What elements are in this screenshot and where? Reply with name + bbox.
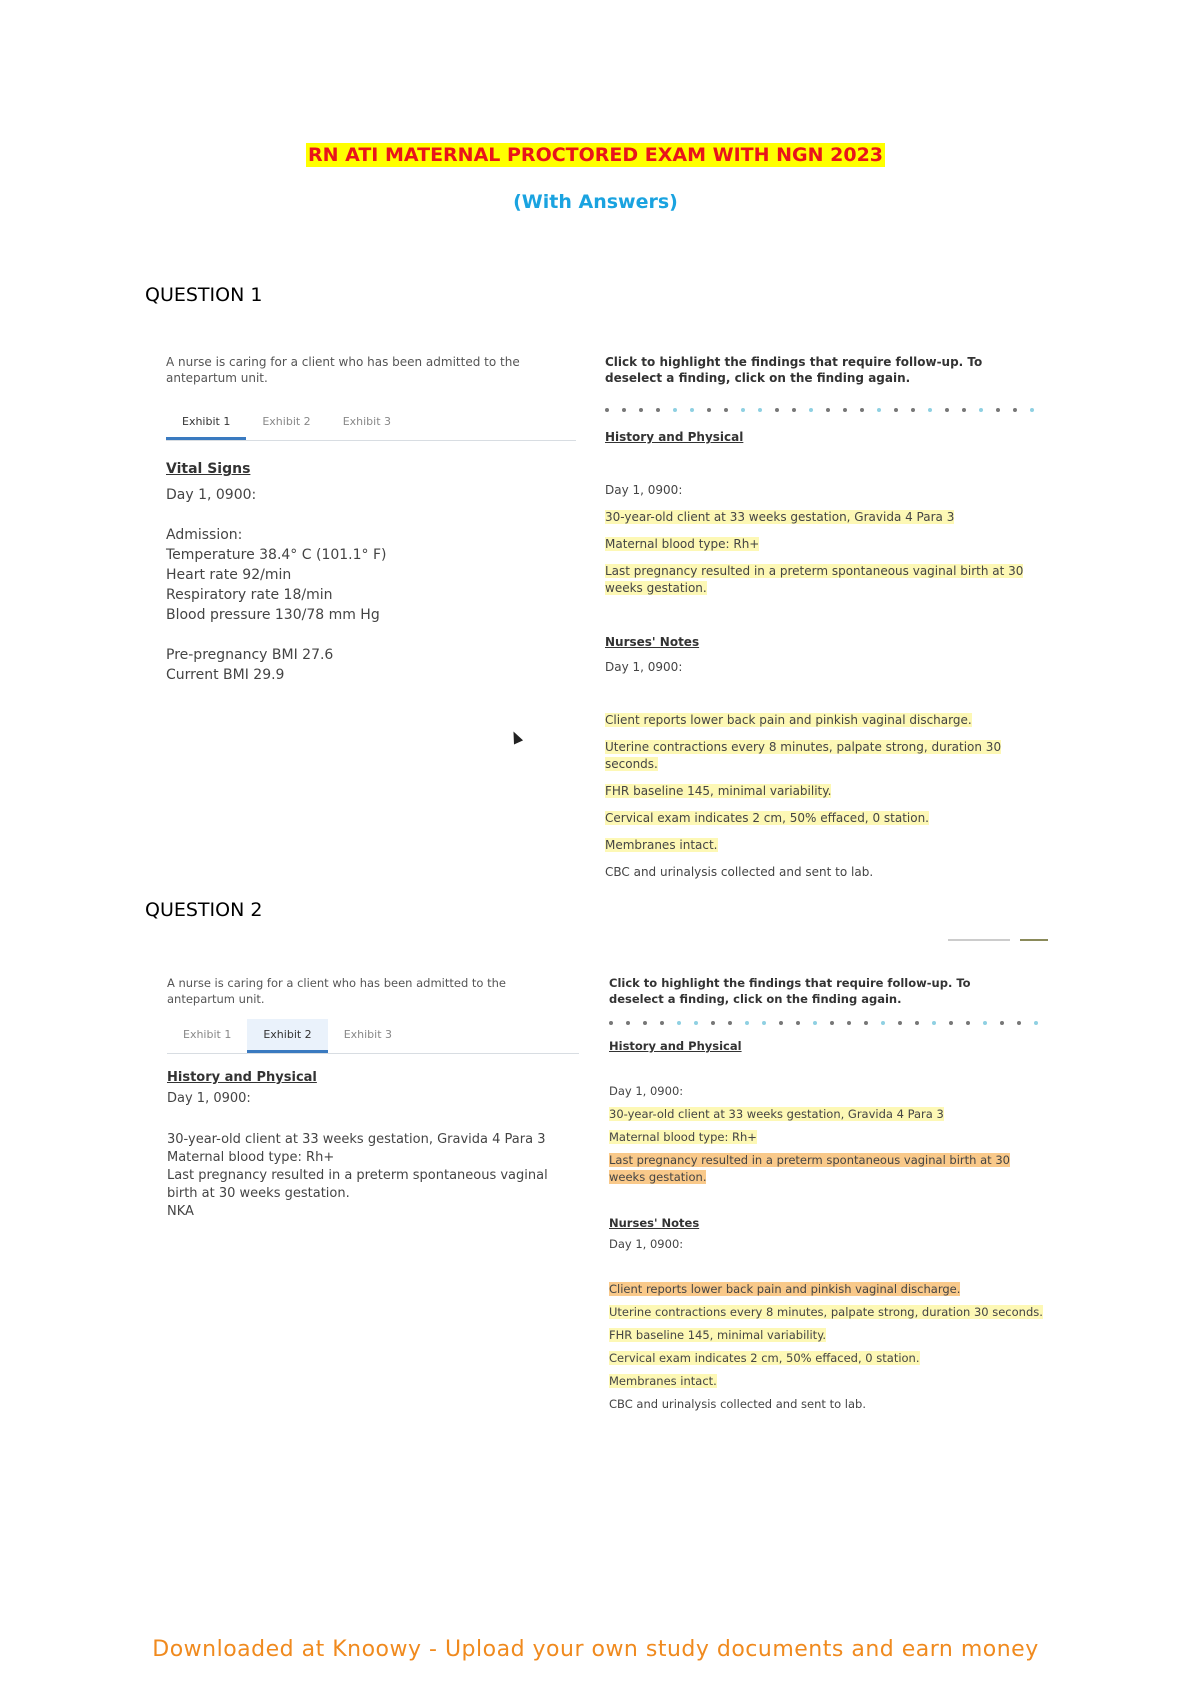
q1-exhibit-tabs — [166, 406, 576, 441]
divider-dot — [711, 1021, 715, 1025]
divider-dot — [915, 1021, 919, 1025]
divider-dot — [996, 408, 1000, 412]
q2-exhibit-tabs — [167, 1019, 579, 1054]
divider-dot — [605, 408, 609, 412]
q1-vital-heart-rate: Heart rate 92/min — [166, 567, 292, 583]
q2-notes-day: Day 1, 0900: — [609, 1237, 684, 1251]
divider-dot — [813, 1021, 817, 1025]
divider-dot — [894, 408, 898, 412]
q2-instruction: Click to highlight the findings that require follow-up. To deselect a finding, click on the finding again. — [609, 976, 971, 1006]
footer-watermark: Downloaded at Knoowy - Upload your own study documents and earn money — [152, 1637, 1039, 1662]
divider-dot — [1034, 1021, 1038, 1025]
divider-dot — [673, 408, 677, 412]
q1-hp-day: Day 1, 0900: — [605, 483, 683, 497]
divider-dot — [847, 1021, 851, 1025]
divider-dot — [758, 408, 762, 412]
q1-vital-blood-pressure: Blood pressure 130/78 mm Hg — [166, 607, 380, 623]
divider-dot — [622, 408, 626, 412]
divider-dot — [707, 408, 711, 412]
q2-divider-dots — [609, 1021, 1059, 1025]
q1-hp-finding-blood-type[interactable]: Maternal blood type: Rh+ — [605, 537, 760, 551]
divider-dot — [966, 1021, 970, 1025]
q2-note-back-pain[interactable]: Client reports lower back pain and pinkish vaginal discharge. — [609, 1282, 961, 1296]
q1-vital-temperature: Temperature 38.4° C (101.1° F) — [166, 547, 387, 563]
q2-hp-finding-age[interactable]: 30-year-old client at 33 weeks gestation, Gravida 4 Para 3 — [609, 1107, 944, 1121]
q1-tab-exhibit-1[interactable]: Exhibit 1 — [166, 406, 246, 440]
q1-tab-exhibit-2[interactable]: Exhibit 2 — [262, 415, 311, 428]
q1-day: Day 1, 0900: — [166, 487, 257, 503]
q2-line-blood-type: Maternal blood type: Rh+ — [167, 1150, 335, 1165]
q2-exhibit-panel — [167, 975, 582, 1221]
q2-line-age: 30-year-old client at 33 weeks gestation, Gravida 4 Para 3 — [167, 1132, 546, 1147]
divider-dot — [728, 1021, 732, 1025]
divider-dot — [1030, 408, 1034, 412]
divider-dot — [949, 1021, 953, 1025]
document-subtitle: (With Answers) — [513, 191, 678, 213]
q2-notes-title: Nurses' Notes — [609, 1216, 700, 1230]
divider-dot — [881, 1021, 885, 1025]
divider-dot — [1000, 1021, 1004, 1025]
q2-line-nka: NKA — [167, 1204, 194, 1219]
divider-dot — [877, 408, 881, 412]
q2-note-cbc[interactable]: CBC and urinalysis collected and sent to lab. — [609, 1397, 866, 1411]
q2-tab-exhibit-2[interactable]: Exhibit 2 — [247, 1019, 327, 1053]
mouse-cursor-icon — [509, 729, 523, 744]
divider-dot — [775, 408, 779, 412]
q1-note-membranes[interactable]: Membranes intact. — [605, 838, 718, 852]
divider-dot — [809, 408, 813, 412]
divider-dot — [609, 1021, 613, 1025]
divider-dot — [864, 1021, 868, 1025]
q2-note-fhr[interactable]: FHR baseline 145, minimal variability. — [609, 1328, 827, 1342]
q2-hp-title: History and Physical — [609, 1039, 742, 1053]
q2-tab-exhibit-3[interactable]: Exhibit 3 — [343, 1028, 393, 1041]
divider-dot — [796, 1021, 800, 1025]
divider-dot — [741, 408, 745, 412]
q1-vital-respiratory-rate: Respiratory rate 18/min — [166, 587, 333, 603]
question-2-heading: QUESTION 2 — [145, 899, 263, 921]
q2-intro: A nurse is caring for a client who has been admitted to the antepartum unit. — [167, 976, 506, 1006]
q1-hp-finding-age[interactable]: 30-year-old client at 33 weeks gestation, Gravida 4 Para 3 — [605, 510, 955, 524]
q1-note-cbc[interactable]: CBC and urinalysis collected and sent to lab. — [605, 865, 874, 879]
question-1-heading: QUESTION 1 — [145, 284, 263, 306]
document-title: RN ATI MATERNAL PROCTORED EXAM WITH NGN 2023 — [307, 144, 884, 166]
divider-dot — [1017, 1021, 1021, 1025]
divider-dot — [643, 1021, 647, 1025]
divider-dot — [932, 1021, 936, 1025]
q2-scroll-thumb — [1020, 939, 1048, 941]
q2-hp-day: Day 1, 0900: — [609, 1084, 684, 1098]
q2-note-membranes[interactable]: Membranes intact. — [609, 1374, 717, 1388]
q1-tab-exhibit-3[interactable]: Exhibit 3 — [342, 415, 392, 428]
q2-tab-exhibit-1[interactable]: Exhibit 1 — [183, 1028, 232, 1041]
divider-dot — [945, 408, 949, 412]
divider-dot — [660, 1021, 664, 1025]
q1-note-contractions[interactable]: Uterine contractions every 8 minutes, palpate strong, duration 30 seconds. — [605, 740, 1002, 771]
q2-line-last-pregnancy: Last pregnancy resulted in a preterm spontaneous vaginal birth at 30 weeks gestation. — [167, 1168, 548, 1201]
q1-exhibit-title: Vital Signs — [166, 461, 251, 477]
q1-notes-day: Day 1, 0900: — [605, 660, 683, 674]
divider-dot — [677, 1021, 681, 1025]
q2-hp-finding-blood-type[interactable]: Maternal blood type: Rh+ — [609, 1130, 757, 1144]
q1-findings-panel — [605, 354, 1055, 881]
q2-hp-finding-last-pregnancy[interactable]: Last pregnancy resulted in a preterm spontaneous vaginal birth at 30 weeks gestation. — [609, 1153, 1010, 1184]
divider-dot — [911, 408, 915, 412]
divider-dot — [779, 1021, 783, 1025]
q2-note-contractions[interactable]: Uterine contractions every 8 minutes, palpate strong, duration 30 seconds. — [609, 1305, 1043, 1319]
divider-dot — [639, 408, 643, 412]
q1-note-cervical-exam[interactable]: Cervical exam indicates 2 cm, 50% effaced, 0 station. — [605, 811, 929, 825]
divider-dot — [762, 1021, 766, 1025]
divider-dot — [656, 408, 660, 412]
divider-dot — [690, 408, 694, 412]
divider-dot — [983, 1021, 987, 1025]
q1-bmi-current: Current BMI 29.9 — [166, 667, 285, 683]
q2-exhibit-title: History and Physical — [167, 1070, 317, 1085]
divider-dot — [745, 1021, 749, 1025]
q1-note-fhr[interactable]: FHR baseline 145, minimal variability. — [605, 784, 832, 798]
divider-dot — [843, 408, 847, 412]
divider-dot — [694, 1021, 698, 1025]
q2-scroll-indicator — [948, 939, 1010, 941]
q1-hp-finding-last-pregnancy[interactable]: Last pregnancy resulted in a preterm spontaneous vaginal birth at 30 weeks gestation. — [605, 564, 1024, 595]
q2-day: Day 1, 0900: — [167, 1091, 251, 1106]
divider-dot — [928, 408, 932, 412]
q1-bmi-pre: Pre-pregnancy BMI 27.6 — [166, 647, 334, 663]
divider-dot — [826, 408, 830, 412]
q1-instruction: Click to highlight the findings that require follow-up. To deselect a finding, click on the finding again. — [605, 355, 983, 385]
q1-note-back-pain[interactable]: Client reports lower back pain and pinkish vaginal discharge. — [605, 713, 972, 727]
divider-dot — [860, 408, 864, 412]
q1-hp-title: History and Physical — [605, 430, 744, 444]
divider-dot — [1013, 408, 1017, 412]
divider-dot — [962, 408, 966, 412]
q1-notes-title: Nurses' Notes — [605, 635, 700, 649]
q1-divider-dots — [605, 408, 1055, 412]
q1-admission-label: Admission: — [166, 527, 243, 543]
divider-dot — [626, 1021, 630, 1025]
divider-dot — [792, 408, 796, 412]
q2-findings-panel — [609, 975, 1059, 1413]
divider-dot — [724, 408, 728, 412]
q2-note-cervical-exam[interactable]: Cervical exam indicates 2 cm, 50% effaced, 0 station. — [609, 1351, 920, 1365]
q1-intro: A nurse is caring for a client who has been admitted to the antepartum unit. — [166, 355, 520, 385]
divider-dot — [979, 408, 983, 412]
divider-dot — [898, 1021, 902, 1025]
divider-dot — [830, 1021, 834, 1025]
q1-exhibit-panel — [166, 354, 581, 685]
